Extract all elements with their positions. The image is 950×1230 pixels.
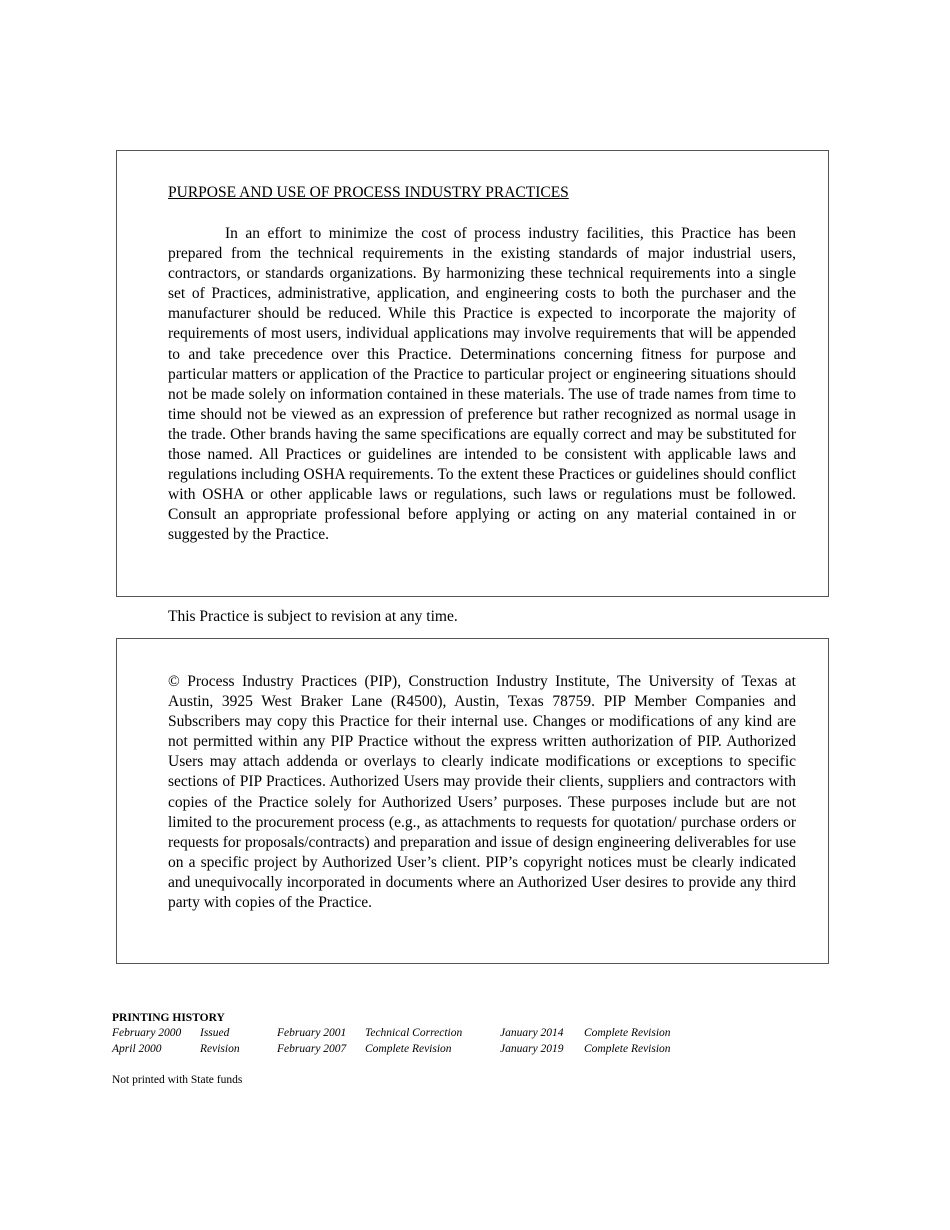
history-description: Technical Correction: [365, 1027, 463, 1039]
funding-footnote: Not printed with State funds: [112, 1074, 243, 1086]
history-description: Issued: [200, 1027, 230, 1039]
history-description: Revision: [200, 1043, 240, 1055]
printing-history: [112, 1011, 671, 1060]
history-description: Complete Revision: [584, 1043, 671, 1055]
copyright-paragraph: © Process Industry Practices (PIP), Construction Industry Institute, The University of Texas at Austin, 3925 West Braker Lane (R4500), Austin, Texas 78759. PIP Member Companies and Subscribers may copy this Practice for their internal use. Changes or modifications of any kind are not permitted within any PIP Practice without the express written authorization of PIP. Authorized Users may attach addenda or overlays to clearly indicate modifications or exceptions to specific sections of PIP Practices. Authorized Users may provide their clients, suppliers and contractors with copies of the Practice solely for Authorized Users’ purposes. These purposes include but are not limited to the procurement process (e.g., as attachments to requests for quotation/ purchase orders or requests for proposals/contracts) and preparation and issue of design engineering deliverables for use on a specific project by Authorized User’s client. PIP’s copyright notices must be clearly indicated and unequivocally incorporated in documents where an Authorized User desires to provide any third party with copies of the Practice.: [168, 673, 796, 912]
printing-history-table: [112, 1026, 671, 1060]
history-description: Complete Revision: [584, 1027, 671, 1039]
history-date: April 2000: [112, 1043, 162, 1055]
revision-note: This Practice is subject to revision at any time.: [168, 608, 458, 625]
history-date: January 2014: [500, 1027, 564, 1039]
history-date: February 2000: [112, 1027, 182, 1039]
history-date: January 2019: [500, 1043, 564, 1055]
purpose-paragraph: In an effort to minimize the cost of process industry facilities, this Practice has been prepared from the technical requirements in the existing standards of major industrial users, contractors, or standards organizations. By harmonizing these technical requirements into a single set of Practices, administrative, application, and engineering costs to both the purchaser and the manufacturer should be reduced. While this Practice is expected to incorporate the majority of requirements of most users, individual applications may involve requirements that will be appended to and take precedence over this Practice. Determinations concerning fitness for purpose and particular matters or application of the Practice to particular project or engineering situations should not be made solely on information contained in these materials. The use of trade names from time to time should not be viewed as an expression of preference but rather recognized as normal usage in the trade. Other brands having the same specifications are equally correct and may be substituted for those named. All Practices or guidelines are intended to be consistent with applicable laws and regulations including OSHA requirements. To the extent these Practices or guidelines should conflict with OSHA or other applicable laws or regulations, such laws or regulations must be followed. Consult an appropriate professional before applying or acting on any material contained in or suggested by the Practice.: [168, 225, 796, 544]
history-date: February 2001: [277, 1027, 347, 1039]
history-description: Complete Revision: [365, 1043, 452, 1055]
purpose-heading: PURPOSE AND USE OF PROCESS INDUSTRY PRACTICES: [168, 184, 569, 201]
history-date: February 2007: [277, 1043, 347, 1055]
printing-history-title: PRINTING HISTORY: [112, 1012, 225, 1024]
